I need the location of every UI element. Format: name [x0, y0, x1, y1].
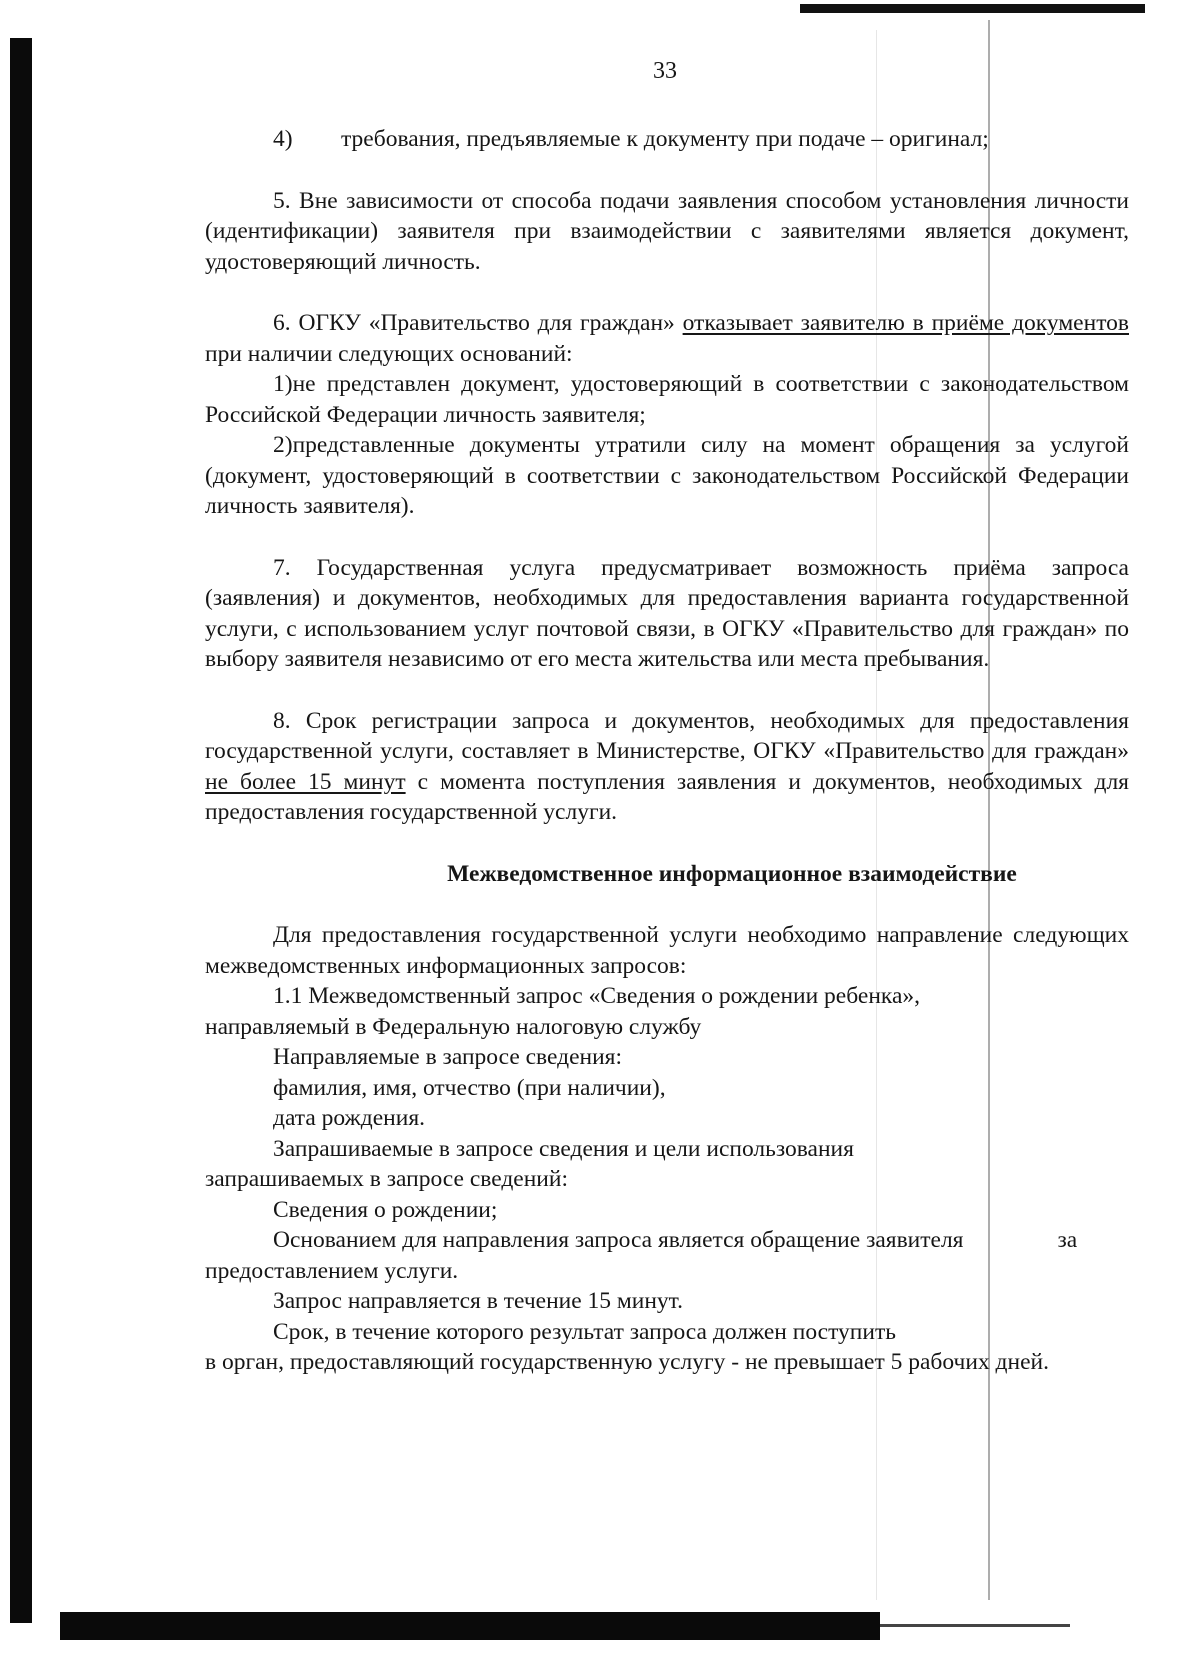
- request-basis-text: Основанием для направления запроса является обращение заявителя: [273, 1227, 964, 1253]
- section-heading: Межведомственное информационное взаимодействие: [447, 860, 1017, 887]
- list-item-4-text: требования, предъявляемые к документу при подаче – оригинал;: [341, 126, 989, 152]
- paragraph-8: [205, 706, 1129, 828]
- list-item-4-number: 4): [273, 126, 293, 152]
- document-body: [205, 124, 1129, 1378]
- reason-1: 1)не представлен документ, удостоверяющий в соответствии с законодательством Российской Федерации личность заявителя;: [205, 371, 1129, 428]
- request-1-title: 1.1 Межведомственный запрос «Сведения о рождении ребенка»,: [273, 983, 921, 1009]
- request-basis-tail: за: [1057, 1227, 1078, 1253]
- response-deadline-cont: в орган, предоставляющий государственную услугу - не превышает 5 рабочих дней.: [205, 1349, 1049, 1375]
- paragraph-6: [205, 308, 1129, 369]
- request-basis: [205, 1225, 1129, 1256]
- list-item-4: [205, 124, 1129, 155]
- requested-data-item-1: Сведения о рождении;: [273, 1196, 498, 1223]
- request-basis-cont: предоставлением услуги.: [205, 1257, 459, 1284]
- scan-edge-left: [10, 38, 32, 1623]
- paragraph-8-underlined: не более 15 минут: [205, 768, 406, 795]
- request-1-recipient: направляемый в Федеральную налоговую службу: [205, 1013, 702, 1040]
- response-deadline: Срок, в течение которого результат запроса должен поступить: [273, 1318, 896, 1345]
- sent-data-item-1: фамилия, имя, отчество (при наличии),: [273, 1074, 666, 1101]
- request-timing: Запрос направляется в течение 15 минут.: [273, 1288, 684, 1314]
- sent-data-item-2: дата рождения.: [273, 1105, 426, 1131]
- requested-data-label-cont: запрашиваемых в запросе сведений:: [205, 1166, 568, 1192]
- scan-edge-bottom: [60, 1612, 880, 1640]
- scan-edge-bottom-tail: [880, 1624, 1070, 1627]
- paragraph-6-rest: при наличии следующих оснований:: [205, 340, 573, 367]
- paragraph-8-rest: с момента поступления заявления и документов, необходимых для предоставления государственной услуги.: [205, 768, 1129, 825]
- paragraph-5: 5. Вне зависимости от способа подачи заявления способом установления личности (идентификации) заявителя при взаимодействии с заявителями является документ, удостоверяющий личность.: [205, 187, 1129, 275]
- scan-edge-top: [800, 4, 1145, 13]
- paragraph-6-underlined: отказывает заявителю в приёме документов: [682, 310, 1129, 336]
- section-intro: Для предоставления государственной услуги необходимо направление следующих межведомственных информационных запросов:: [205, 922, 1129, 979]
- sent-data-label: Направляемые в запросе сведения:: [273, 1044, 623, 1070]
- requested-data-label: Запрашиваемые в запросе сведения и цели использования: [273, 1135, 854, 1162]
- paragraph-7: 7. Государственная услуга предусматривает возможность приёма запроса (заявления) и документов, необходимых для предоставления варианта государственной услуги, с использованием услуг почтовой связи, в ОГКУ «Правительство для граждан» по выбору заявителя независимо от его места жительства или места пребывания.: [205, 554, 1129, 672]
- page-number: 33: [653, 58, 677, 84]
- paragraph-6-lead: 6. ОГКУ «Правительство для граждан»: [273, 310, 683, 336]
- reason-2: 2)представленные документы утратили силу на момент обращения за услугой (документ, удостоверяющий в соответствии с законодательством Российской Федерации личность заявителя).: [205, 432, 1129, 519]
- paragraph-8-lead: 8. Срок регистрации запроса и документов, необходимых для предоставления государственной услуги, составляет в Министерстве, ОГКУ «Правительство для граждан»: [205, 707, 1129, 764]
